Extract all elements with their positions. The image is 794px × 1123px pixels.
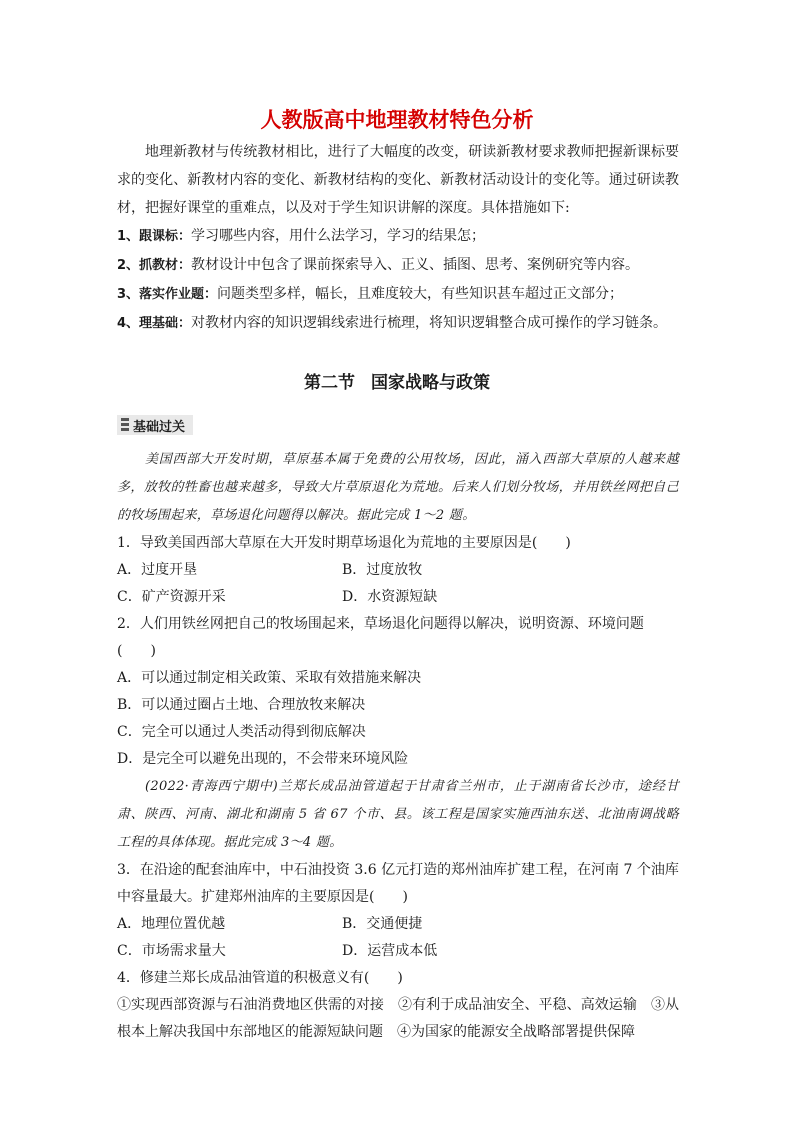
question-1: 1．导致美国西部大草原在大开发时期草场退化为荒地的主要原因是( ) (117, 535, 571, 551)
measure-text: 对教材内容的知识逻辑线索进行梳理，将知识逻辑整合成可操作的学习链条。 (191, 315, 668, 331)
measure-text: 学习哪些内容，用什么法学习，学习的结果怎； (191, 228, 486, 244)
question-4-choices: ①实现西部资源与石油消费地区供需的对接 ②有利于成品油安全、平稳、高效运输 ③从根本上解决我国中东部地区的能源短缺问题 ④为国家的能源安全战略部署提供保障 (117, 997, 679, 1040)
intro-block (117, 138, 679, 338)
option-a: A．可以通过制定相关政策、采取有效措施来解决 (117, 670, 422, 686)
question-2: 2．人们用铁丝网把自己的牧场围起来，草场退化问题得以解决，说明资源、环境问题( ) (117, 616, 644, 659)
question-stem: 美国西部大开发时期，草原基本属于免费的公用牧场，因此，涌入西部大草原的人越来越多，放牧的牲畜也越来越多，导致大片草原退化为荒地。后来人们划分牧场，并用铁丝网把自己的牧场围起来，草场退化问题得以解决。据此完成 1～2 题。 (117, 452, 679, 523)
option-row (117, 938, 679, 965)
option-d: D．是完全可以避免出现的，不会带来环境风险 (117, 751, 409, 767)
option-d: D．水资源短缺 (342, 589, 438, 605)
option-c: C．市场需求量大 (117, 943, 226, 959)
option-b: B．交通便捷 (342, 916, 423, 932)
exercise-content (117, 446, 679, 1046)
option-a: A．过度开垦 (117, 562, 198, 578)
option-row (117, 584, 679, 611)
section-tag (117, 415, 193, 435)
tag-label: 基础过关 (133, 419, 186, 435)
question-stem: (2022·青海西宁期中)兰郑长成品油管道起于甘肃省兰州市，止于湖南省长沙市，途经甘肃、陕西、河南、湖北和湖南 5 省 67 个市、县。该工程是国家实施西油东送、北油南调战略工程的具体体现。据此完成 3～4 题。 (117, 779, 679, 850)
question-4: 4．修建兰郑长成品油管道的积极意义有( ) (117, 970, 403, 986)
option-b: B．过度放牧 (342, 562, 423, 578)
option-b: B．可以通过圈占土地、合理放牧来解决 (117, 697, 366, 713)
measure-item (117, 309, 679, 338)
option-row (117, 557, 679, 584)
section-heading (0, 368, 794, 393)
measure-label: 1、跟课标： (117, 229, 192, 244)
section-number: 第二节 (304, 373, 355, 393)
measure-item (117, 251, 679, 280)
measure-text: 教材设计中包含了课前探索导入、正义、插图、思考、案例研究等内容。 (191, 257, 640, 273)
option-d: D．运营成本低 (342, 943, 438, 959)
measure-item (117, 222, 679, 251)
option-row (117, 911, 679, 938)
intro-paragraph: 地理新教材与传统教材相比，进行了大幅度的改变，研读新教材要求教师把握新课标要求的变化、新教材内容的变化、新教材结构的变化、新教材活动设计的变化等。通过研读教材，把握好课堂的重难点，以及对于学生知识讲解的深度。具体措施如下: (117, 144, 679, 216)
measure-label: 3、落实作业题： (117, 287, 218, 302)
option-c: C．完全可以通过人类活动得到彻底解决 (117, 724, 366, 740)
measure-label: 2、抓教材： (117, 258, 192, 273)
option-a: A．地理位置优越 (117, 916, 226, 932)
measure-text: 问题类型多样，幅长，且难度较大，有些知识甚车超过正文部分； (217, 286, 624, 302)
document-title: 人教版高中地理教材特色分析 (260, 108, 534, 132)
measure-item (117, 280, 679, 309)
measure-label: 4、理基础： (117, 316, 192, 331)
option-c: C．矿产资源开采 (117, 589, 226, 605)
bars-icon (121, 418, 129, 432)
question-3: 3．在沿途的配套油库中，中石油投资 3.6 亿元打造的郑州油库扩建工程，在河南 7 个油库中容量最大。扩建郑州油库的主要原因是( ) (117, 862, 679, 905)
section-name: 国家战略与政策 (371, 373, 490, 393)
